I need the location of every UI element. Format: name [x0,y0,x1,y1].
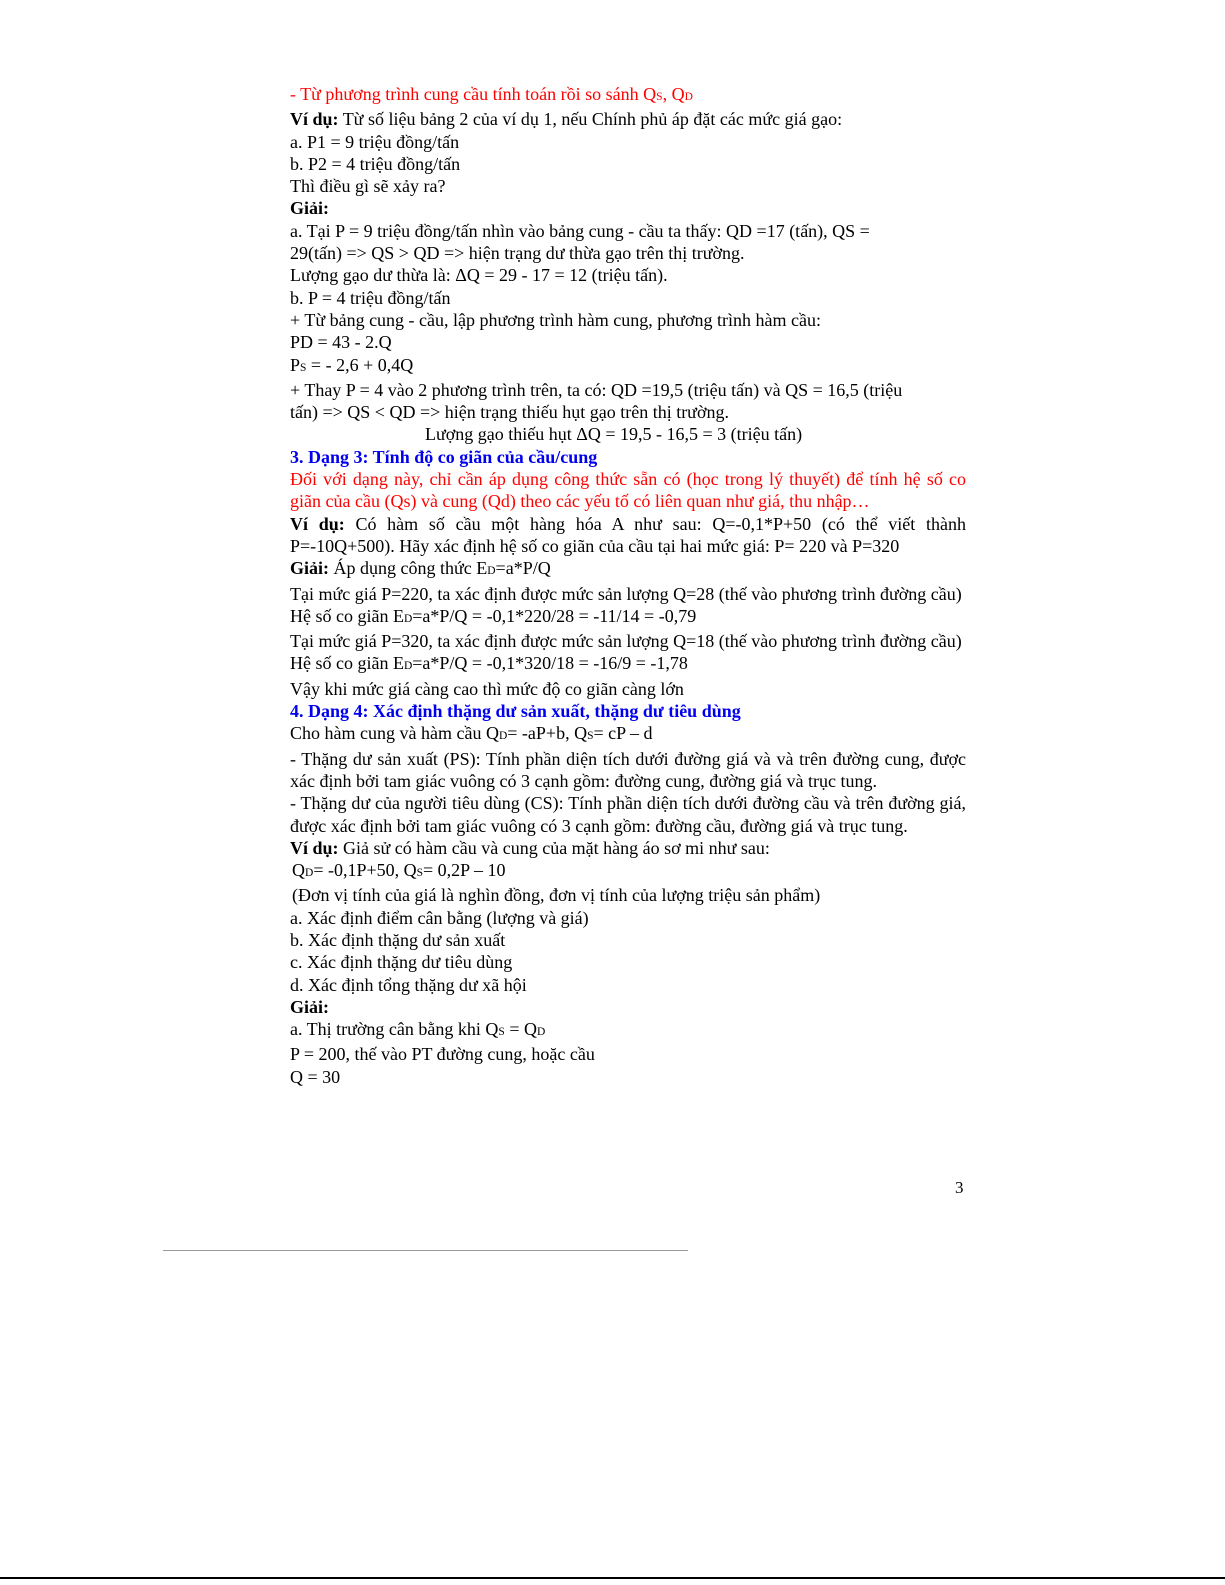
price-option-b: b. P2 = 4 triệu đồng/tấn [290,153,461,174]
equilibrium-condition: a. Thị trường cân bằng khi QS = QD [290,1019,546,1040]
compare-supply-demand-note: - Từ phương trình cung cầu tính toán rồi so sánh QS, QD [290,84,693,104]
demand-equation: PD = 43 - 2.Q [290,332,392,353]
section-3-heading: 3. Dạng 3: Tính độ co giãn của cầu/cung [290,446,598,467]
task-item: c. Xác định thặng dư tiêu dùng [290,952,513,973]
elasticity-at-320: Hệ số co giãn ED=a*P/Q = -0,1*320/18 = -16/9 = -1,78 [290,653,688,674]
elasticity-conclusion: Vậy khi mức giá càng cao thì mức độ co giãn càng lớn [290,678,684,699]
shortage-result: Lượng gạo thiếu hụt ΔQ = 19,5 - 16,5 = 3 (triệu tấn) [425,424,803,445]
task-item: d. Xác định tổng thặng dư xã hội [290,974,527,995]
equilibrium-price: P = 200, thế vào PT đường cung, hoặc cầu [290,1044,595,1065]
solution-line: Lượng gạo dư thừa là: ΔQ = 29 - 17 = 12 (triệu tấn). [290,265,668,286]
solution-line: a. Tại P = 9 triệu đồng/tấn nhìn vào bảng cung - cầu ta thấy: QD =17 (tấn), QS = [290,220,870,241]
solution-label: Giải: [290,996,329,1017]
elasticity-at-220: Hệ số co giãn ED=a*P/Q = -0,1*220/28 = -11/14 = -0,79 [290,605,697,626]
shirt-equations: QD= -0,1P+50, QS= 0,2P – 10 [292,860,506,881]
task-item: b. Xác định thặng dư sản xuất [290,929,506,950]
elasticity-note: Đối với dạng này, chỉ cần áp dụng công thức sẵn có (học trong lý thuyết) để tính hệ số co giãn của cầu (Qs) và cung (Qd) theo các yếu tố có liên quan như giá, thu nhập… [290,469,966,512]
consumer-surplus-definition: - Thặng dư của người tiêu dùng (CS): Tính phần diện tích dưới đường cầu và trên đường giá, được xác định bởi tam giác vuông có 3 cạnh gồm: đường cầu, đường giá và trục tung. [290,793,966,836]
equilibrium-quantity: Q = 30 [290,1066,341,1087]
document-body [290,83,966,1088]
footer-divider [163,1250,688,1251]
quantity-at-220: Tại mức giá P=220, ta xác định được mức sản lượng Q=28 (thế vào phương trình đường cầu) [290,583,962,604]
page-bottom-border [0,1577,1225,1579]
example-question: Thì điều gì sẽ xảy ra? [290,176,446,197]
price-option-a: a. P1 = 9 triệu đồng/tấn [290,131,460,152]
units-note: (Đơn vị tính của giá là nghìn đồng, đơn vị tính của lượng triệu sản phẩm) [292,885,821,906]
task-item: a. Xác định điểm cân bằng (lượng và giá) [290,907,589,928]
section-4-heading: 4. Dạng 4: Xác định thặng dư sản xuất, thặng dư tiêu dùng [290,701,741,722]
solution-label: Giải: [290,198,329,219]
producer-surplus-definition: - Thặng dư sản xuất (PS): Tính phần diện tích dưới đường giá và và trên đường cung, được xác định bởi tam giác vuông có 3 cạnh gồm: đường cung, đường giá và trục tung. [290,748,966,791]
page-number: 3 [955,1178,964,1197]
elasticity-solution: Giải: Áp dụng công thức ED=a*P/Q [290,558,551,579]
solution-line: + Từ bảng cung - cầu, lập phương trình hàm cung, phương trình hàm cầu: [290,309,822,330]
solution-line: b. P = 4 triệu đồng/tấn [290,287,451,308]
quantity-at-320: Tại mức giá P=320, ta xác định được mức sản lượng Q=18 (thế vào phương trình đường cầu) [290,631,962,652]
solution-line: + Thay P = 4 vào 2 phương trình trên, ta có: QD =19,5 (triệu tấn) và QS = 16,5 (triệu [290,379,903,400]
rice-price-example: Ví dụ: Từ số liệu bảng 2 của ví dụ 1, nếu Chính phủ áp đặt các mức giá gạo: [290,109,843,130]
supply-demand-functions: Cho hàm cung và hàm cầu QD= -aP+b, QS= cP – d [290,723,653,744]
solution-line: tấn) => QS < QD => hiện trạng thiếu hụt gạo trên thị trường. [290,402,729,423]
supply-equation: PS = - 2,6 + 0,4Q [290,354,414,375]
shirt-example: Ví dụ: Giả sử có hàm cầu và cung của mặt hàng áo sơ mi như sau: [290,837,770,858]
elasticity-example: Ví dụ: Có hàm số cầu một hàng hóa A như sau: Q=-0,1*P+50 (có thể viết thành P=-10Q+500). Hãy xác định hệ số co giãn của cầu tại hai mức giá: P= 220 và P=320 [290,513,966,556]
solution-line: 29(tấn) => QS > QD => hiện trạng dư thừa gạo trên thị trường. [290,243,745,264]
